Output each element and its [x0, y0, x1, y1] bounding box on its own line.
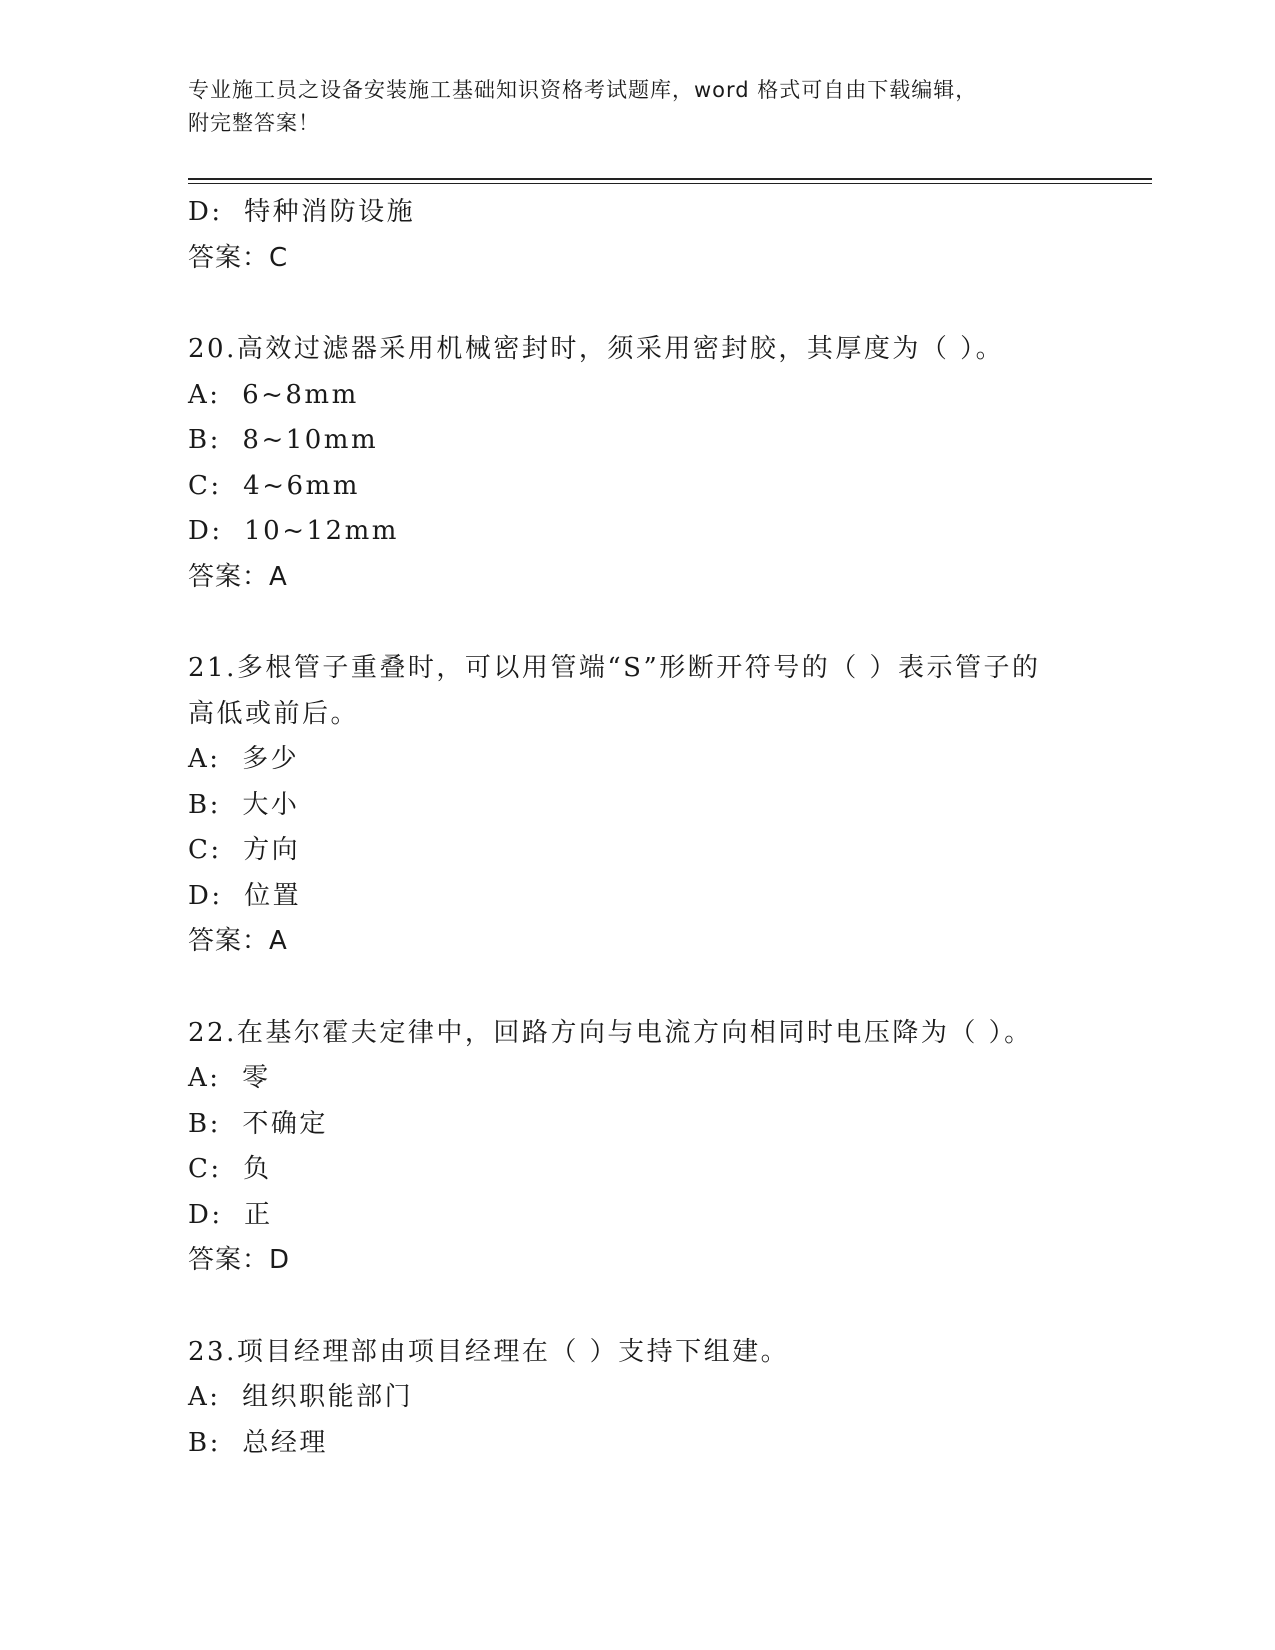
q21-option-d: D: 位置 [188, 880, 302, 911]
q23-option-a: A: 组织职能部门 [188, 1382, 414, 1412]
q20-answer: 答案：A [188, 561, 288, 592]
q22-option-c: C: 负 [188, 1154, 272, 1184]
q19-answer: 答案：C [188, 242, 289, 273]
q22-option-a: A: 零 [188, 1063, 271, 1093]
q21-stem: 21.多根管子重叠时，可以用管端“S”形断开符号的（ ）表示管子的 [188, 653, 1041, 683]
q22-option-d: D: 正 [188, 1199, 273, 1230]
header-line-2: 附完整答案！ [188, 111, 320, 135]
header-divider-thin [188, 183, 1152, 184]
q23-stem: 23.项目经理部由项目经理在（ ）支持下组建。 [188, 1336, 790, 1367]
q21-option-c: C: 方向 [188, 835, 301, 865]
header-divider-thick [188, 178, 1152, 180]
header-line-1: 专业施工员之设备安装施工基础知识资格考试题库，word 格式可自由下载编辑， [188, 78, 978, 102]
q21-stem-continued: 高低或前后。 [188, 698, 360, 729]
q20-stem: 20.高效过滤器采用机械密封时，须采用密封胶，其厚度为（ ）。 [188, 334, 1005, 364]
q22-stem: 22.在基尔霍夫定律中，回路方向与电流方向相同时电压降为（ ）。 [188, 1017, 1033, 1048]
q22-answer: 答案：D [188, 1245, 291, 1275]
q20-option-d: D: 10~12mm [188, 516, 399, 546]
q21-answer: 答案：A [188, 926, 288, 956]
q23-option-b: B: 总经理 [188, 1427, 328, 1458]
q21-option-b: B: 大小 [188, 789, 300, 820]
q22-option-b: B: 不确定 [188, 1108, 328, 1139]
q20-option-a: A: 6~8mm [188, 379, 359, 410]
q20-option-b: B: 8~10mm [188, 425, 379, 455]
q19-option-d: D: 特种消防设施 [188, 197, 416, 227]
document-header [188, 74, 1088, 140]
q21-option-a: A: 多少 [188, 744, 300, 774]
question-list [188, 190, 1152, 1466]
q20-option-c: C: 4~6mm [188, 470, 360, 501]
